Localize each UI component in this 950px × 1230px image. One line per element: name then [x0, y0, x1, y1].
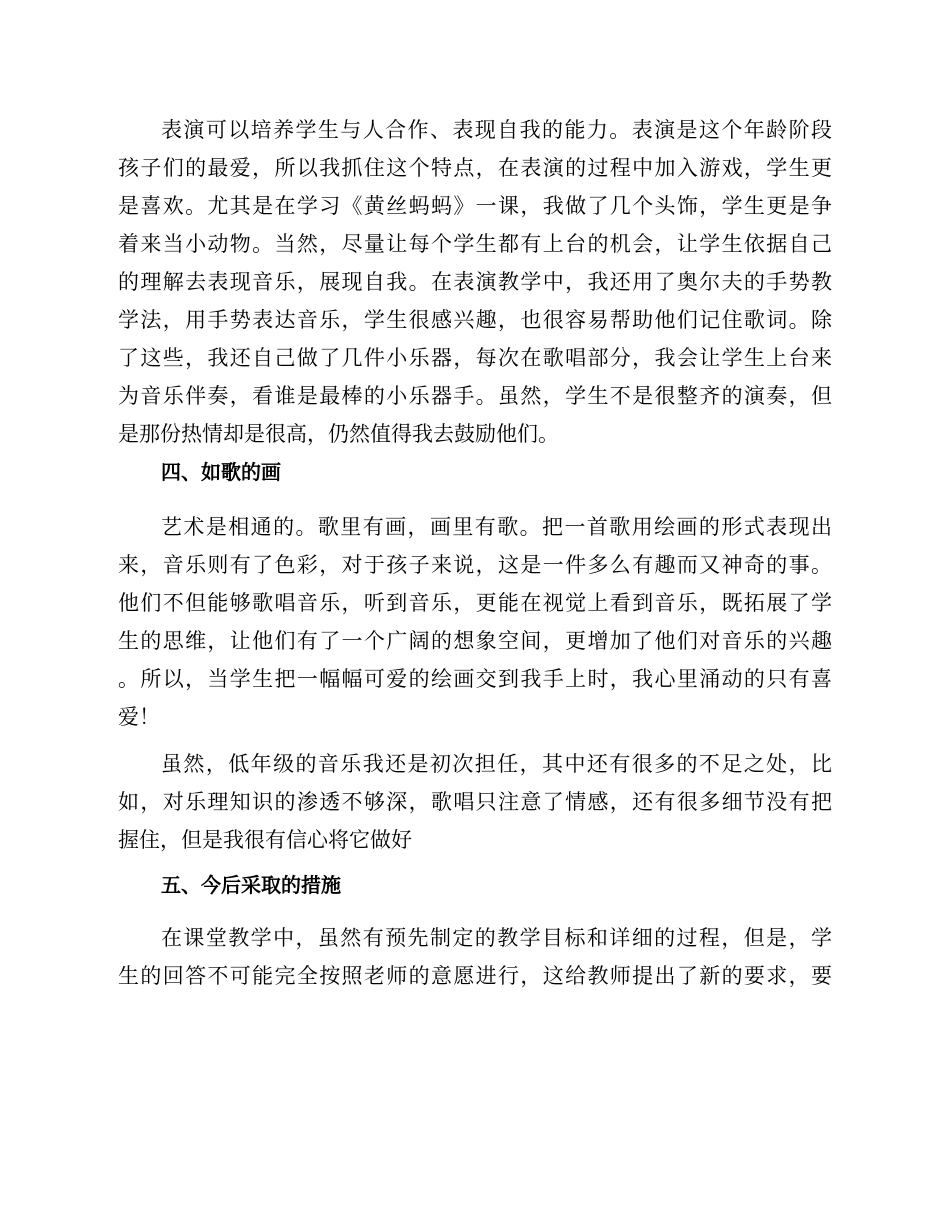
paragraph-line: 是那份热情却是很高，仍然值得我去鼓励他们。: [118, 422, 559, 446]
paragraph-line: 生的回答不可能完全按照老师的意愿进行，这给教师提出了新的要求，要: [118, 964, 832, 988]
paragraph-measures: [118, 919, 832, 995]
section-heading-5: 五、今后采取的措施: [161, 873, 341, 897]
paragraph-line: 是喜欢。尤其是在学习《黄丝蚂蚂》一课，我做了几个头饰，学生更是争: [118, 194, 832, 218]
paragraph-line: 虽然，低年级的音乐我还是初次担任，其中还有很多的不足之处，比: [161, 752, 832, 776]
paragraph-line: 他们不但能够歌唱音乐，听到音乐，更能在视觉上看到音乐，既拓展了学: [118, 591, 832, 615]
section-heading-4: 四、如歌的画: [161, 460, 281, 484]
paragraph-line: 孩子们的最爱，所以我抓住这个特点，在表演的过程中加入游戏，学生更: [118, 156, 832, 180]
paragraph-line: 来，音乐则有了色彩，对于孩子来说，这是一件多么有趣而又神奇的事。: [118, 553, 832, 577]
paragraph-line: 学法，用手势表达音乐，学生很感兴趣，也很容易帮助他们记住歌词。除: [118, 308, 832, 332]
paragraph-line: 如，对乐理知识的渗透不够深，歌唱只注意了情感，还有很多细节没有把: [118, 790, 832, 814]
paragraph-line: 爱！: [118, 705, 160, 729]
paragraph-line: 的理解去表现音乐，展现自我。在表演教学中，我还用了奥尔夫的手势教: [118, 270, 832, 294]
paragraph-reflection: [118, 745, 832, 859]
paragraph-line: 了这些，我还自己做了几件小乐器，每次在歌唱部分，我会让学生上台来: [118, 346, 832, 370]
paragraph-line: 。所以，当学生把一幅幅可爱的绘画交到我手上时，我心里涌动的只有喜: [118, 667, 832, 691]
paragraph-line: 艺术是相通的。歌里有画，画里有歌。把一首歌用绘画的形式表现出: [161, 515, 832, 539]
paragraph-line: 生的思维，让他们有了一个广阔的想象空间，更增加了他们对音乐的兴趣: [118, 629, 832, 653]
paragraph-performance: [118, 111, 832, 453]
paragraph-line: 表演可以培养学生与人合作、表现自我的能力。表演是这个年龄阶段: [161, 118, 832, 142]
paragraph-line: 在课堂教学中，虽然有预先制定的教学目标和详细的过程，但是，学: [161, 926, 832, 950]
paragraph-line: 为音乐伴奏，看谁是最棒的小乐器手。虽然，学生不是很整齐的演奏，但: [118, 384, 832, 408]
paragraph-art: [118, 508, 832, 736]
paragraph-line: 握住，但是我很有信心将它做好: [118, 828, 412, 852]
paragraph-line: 着来当小动物。当然，尽量让每个学生都有上台的机会，让学生依据自己: [118, 232, 832, 256]
